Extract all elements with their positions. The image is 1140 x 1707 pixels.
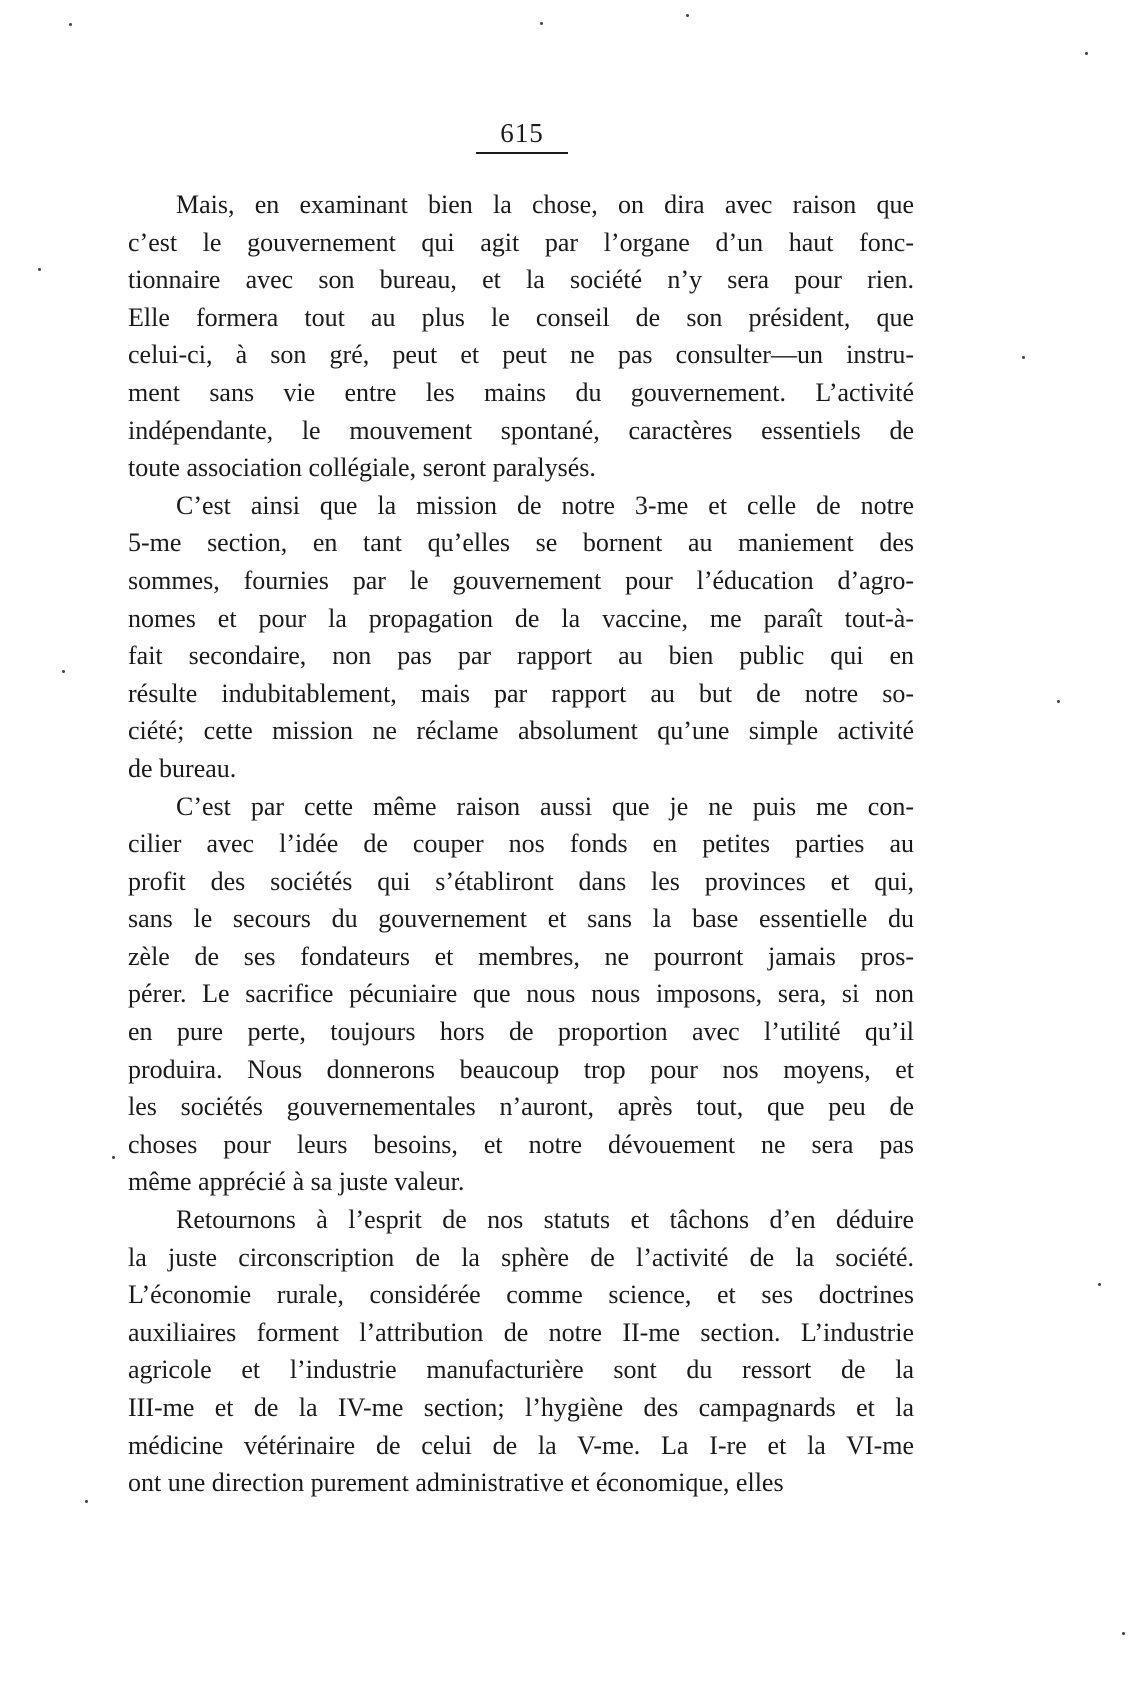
text-line: les sociétés gouvernementales n’auront, après tout, que peu de	[128, 1092, 914, 1122]
text-line: profit des sociétés qui s’établiront dans les provinces et qui,	[128, 866, 914, 896]
paragraph	[128, 487, 914, 788]
scan-speck	[38, 268, 41, 271]
scan-speck	[1022, 356, 1025, 359]
text-line: fait secondaire, non pas par rapport au bien public qui en	[128, 641, 914, 671]
text-line: indépendante, le mouvement spontané, caractères essentiels de	[128, 415, 914, 445]
scan-speck	[1122, 1632, 1125, 1635]
text-line: tionnaire avec son bureau, et la société n’y sera pour rien.	[128, 265, 914, 295]
text-line: 5-me section, en tant qu’elles se bornent au maniement des	[128, 528, 914, 558]
text-line: III-me et de la IV-me section; l’hygiène des campagnards et la	[128, 1393, 914, 1422]
text-line: cilier avec l’idée de couper nos fonds en petites parties au	[128, 829, 914, 859]
text-line: Mais, en examinant bien la chose, on dira avec raison que	[176, 190, 914, 219]
text-line: même apprécié à sa juste valeur.	[128, 1167, 465, 1197]
scan-speck	[1098, 1283, 1101, 1286]
text-line: Elle formera tout au plus le conseil de son président, que	[128, 302, 914, 332]
text-line: L’économie rurale, considérée comme science, et ses doctrines	[128, 1280, 914, 1310]
text-line: pérer. Le sacrifice pécuniaire que nous nous imposons, sera, si non	[128, 979, 914, 1009]
text-line: médicine vétérinaire de celui de la V-me. La I-re et la VI-me	[128, 1430, 914, 1460]
paragraph	[128, 788, 914, 1202]
body-text	[128, 186, 914, 1502]
page-number-rule	[476, 152, 568, 154]
page-number: 615	[500, 118, 544, 148]
text-line: la juste circonscription de la sphère de l’activité de la société.	[128, 1242, 914, 1272]
text-line: toute association collégiale, seront paralysés.	[128, 453, 596, 483]
scan-speck	[1085, 52, 1088, 55]
text-line: choses pour leurs besoins, et notre dévouement ne sera pas	[128, 1129, 914, 1159]
text-line: zèle de ses fondateurs et membres, ne pourront jamais pros-	[128, 941, 914, 971]
text-line: auxiliaires forment l’attribution de notre II-me section. L’industrie	[128, 1317, 914, 1347]
text-line: sommes, fournies par le gouvernement pour l’éducation d’agro-	[128, 565, 914, 595]
text-line: ciété; cette mission ne réclame absolument qu’une simple activité	[128, 716, 914, 746]
scan-speck	[62, 670, 65, 673]
paragraph	[128, 186, 914, 487]
text-line: Retournons à l’esprit de nos statuts et tâchons d’en déduire	[176, 1205, 914, 1235]
text-line: sans le secours du gouvernement et sans la base essentielle du	[128, 904, 914, 934]
text-line: celui-ci, à son gré, peut et peut ne pas consulter—un instru-	[128, 340, 914, 370]
text-line: produira. Nous donnerons beaucoup trop pour nos moyens, et	[128, 1054, 914, 1084]
text-line: ment sans vie entre les mains du gouvernement. L’activité	[128, 377, 914, 407]
text-line: agricole et l’industrie manufacturière sont du ressort de la	[128, 1355, 914, 1385]
paragraph	[128, 1201, 914, 1502]
text-line: ont une direction purement administrative et économique, elles	[128, 1468, 784, 1498]
scan-speck	[686, 14, 689, 17]
text-line: nomes et pour la propagation de la vaccine, me paraît tout-à-	[128, 603, 914, 633]
scan-speck	[112, 1156, 115, 1159]
text-line: C’est ainsi que la mission de notre 3-me et celle de notre	[176, 490, 914, 520]
text-line: c’est le gouvernement qui agit par l’organe d’un haut fonc-	[128, 227, 914, 257]
text-line: en pure perte, toujours hors de proportion avec l’utilité qu’il	[128, 1017, 914, 1047]
text-line: C’est par cette même raison aussi que je ne puis me con-	[176, 791, 914, 821]
scan-speck	[1057, 700, 1060, 703]
text-line: résulte indubitablement, mais par rapport au but de notre so-	[128, 678, 914, 708]
scan-speck	[540, 22, 543, 25]
text-line: de bureau.	[128, 753, 237, 783]
scan-speck	[85, 1500, 88, 1503]
scan-speck	[69, 23, 72, 26]
